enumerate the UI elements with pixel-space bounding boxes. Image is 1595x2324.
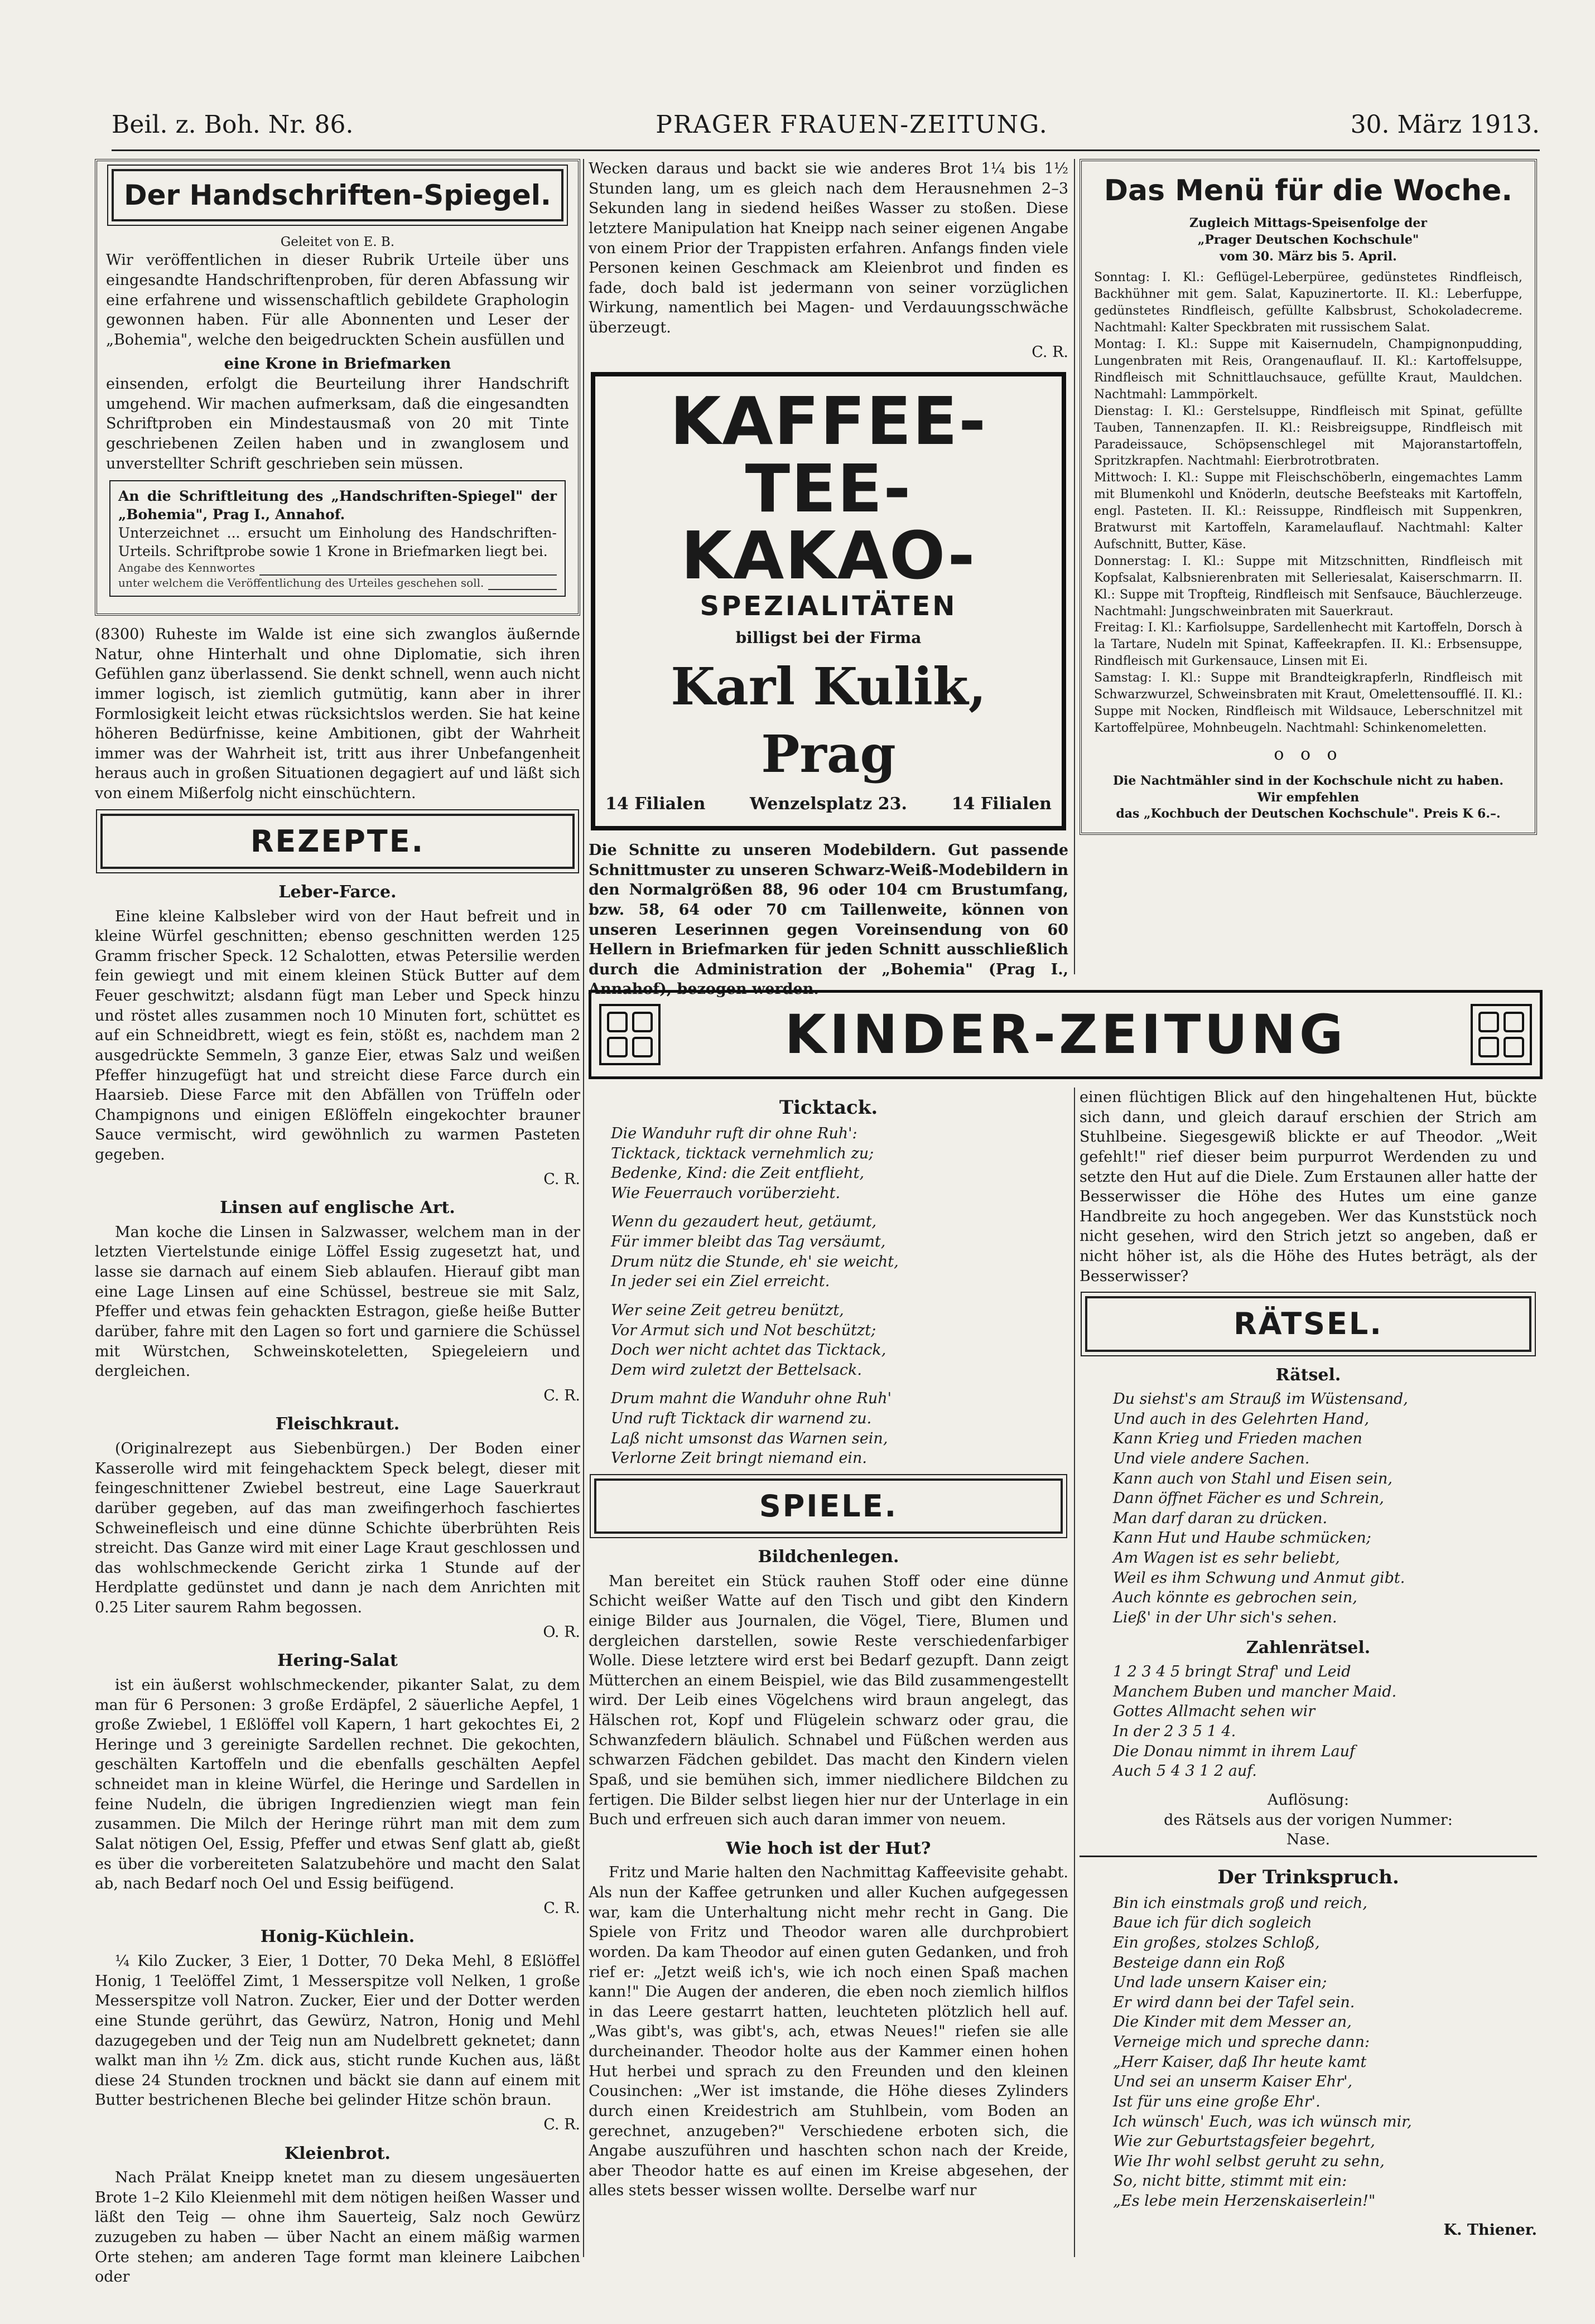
ticktack-stanza: Wenn du gezaudert heut, getäumt, Für immer bleibt das Tag versäumt, Drum nütz die Stunde, eh' sie weicht, In jeder sei ein Ziel erreicht.: [611, 1213, 899, 1291]
header-date: 30. März 1913.: [1350, 110, 1540, 139]
recipe-text: Eine kleine Kalbsleber wird von der Haut befreit und in kleine Würfel geschnitten; ebenso geschnitten werden 125 Gramm frischer Speck. 12 Schalotten, etwas Petersilie werden fein gewiegt und mit einem kleinen Stück Butter auf dem Feuer geschwitzt; alsdann fügt man Leber und Speck hinzu und röstet alles zusammen noch 10 Minuten fort, schüttet es auf ein Schneidbrett, wiegt es fein, stößt es, nachdem man 2 ausgedrückte Semmeln, 3 ganze Eier, etwas Salz und weißen Pfeffer hinzugefügt hat und streicht diese Farce durch ein Haarsieb. Diese Farce mit den Abfällen von Trüffeln oder Champignons und einigen Eßlöffeln eingekochter brauner Sauce vermischt, wird gewöhnlich zu warmen Pasteten gegeben.: [95, 907, 580, 1163]
recipe-4: [95, 1650, 580, 1918]
menu-day: Montag: I. Kl.: Suppe mit Kaisernudeln, Champignonpudding, Lungenbraten mit Reis, Orangenauflauf. II. Kl.: Kartoffelsuppe, Rindfleisch mit Schnittlauchsauce, gefüllte Kraut, Mauldchen. Nachtmahl: Lammpörkelt.: [1094, 337, 1522, 402]
kleienbrot-signature: C. R.: [1032, 343, 1068, 361]
handschriften-krone: eine Krone in Briefmarken: [224, 355, 451, 373]
menu-separator: o o o: [1274, 744, 1343, 764]
recipe-signature: C. R.: [543, 1170, 580, 1188]
recipe-name: Honig-Küchlein.: [260, 1927, 415, 1947]
handschriften-editor: Geleitet von E. B.: [280, 235, 395, 249]
recipe-5: [95, 1926, 580, 2134]
kaffee-advertisement: [591, 372, 1066, 830]
column-left: [95, 159, 580, 2286]
menu-note2: Wir empfehlen: [1257, 790, 1360, 805]
ad-branches-left: 14 Filialen: [605, 794, 706, 814]
ticktack-title: Ticktack.: [779, 1096, 878, 1119]
recipe-name: Kleienbrot.: [285, 2143, 391, 2163]
trinkspruch-title: Der Trinkspruch.: [1217, 1866, 1399, 1888]
trinkspruch-verse: Bin ich einstmals groß und reich, Baue ich für dich sogleich Ein großes, stolzes Schloß, Besteige dann ein Roß Und lade unsern Kaiser ein; Er wird dann bei der Tafel sein. Die Kinder mit dem Messer an, Verneige mich und spreche dann: „Herr Kaiser, daß Ihr heute kamt Und sei an unserm Kaiser Ehr', Ist für uns eine große Ehr'. Ich wünsch' Euch, was ich wünsch mir, Wie zur Geburtstagsfeier begehrt, Wie Ihr wohl selbst geruht zu sehn, So, nicht bitte, stimmt mit ein: „Es lebe mein Herzenskaiserlein!": [1113, 1894, 1412, 2210]
recipe-name: Linsen auf englische Art.: [220, 1198, 455, 1218]
ad-address-row: [605, 793, 1052, 815]
handschriften-reply: (8300) Ruheste im Walde ist eine sich zwanglos äußernde Natur, ohne Hinterhalt und ohne Diplomatie, sich ihren Gefühlen ganz überlassend. Sie denkt schnell, wenn auch nicht immer logisch, ist ziemlich gutmütig, kann aber in ihrer Formlosigkeit leicht etwas rücksichtslos werden. Sie hat keine höheren Bedürfnisse, keine Ambitionen, gibt der Wahrheit immer was der Wahrheit ist, tritt aus ihrer Unbefangenheit heraus auch in großen Situationen degagiert auf und läßt sich von einem Mißerfolg nicht einschüchtern.: [95, 626, 580, 803]
menu-sub1: Zugleich Mittags-Speisenfolge der: [1189, 215, 1427, 230]
kinder-column-middle: [589, 1088, 1068, 2257]
aufloesung-text: des Rätsels aus der vorigen Nummer:: [1164, 1811, 1453, 1829]
menu-section: [1080, 159, 1537, 835]
aufloesung-answer: Nase.: [1286, 1831, 1331, 1849]
handschriften-section: [95, 159, 580, 616]
spiele-title: SPIELE.: [594, 1479, 1063, 1534]
form-text: Unterzeichnet ... ersucht um Einholung des Handschriften-Urteils. Schriftprobe sowie 1 Krone in Briefmarken liegt bei.: [118, 525, 557, 560]
handschriften-title: Der Handschriften-Spiegel.: [112, 169, 563, 221]
menu-day: Dienstag: I. Kl.: Gerstelsuppe, Rindfleisch mit Spinat, gefüllte Tauben, Tannenzapfen. II. Kl.: Reisbreigsuppe, Rindfleisch mit Paradeissauce, Schöpsenschlegel mit Majoranstartoffeln, Spritzkrapfen. Nachtmahl: Eierbrotrotbraten.: [1094, 404, 1522, 468]
form-address: An die Schriftleitung des „Handschriften-Spiegel" der „Bohemia", Prag I., Annahof.: [118, 488, 557, 523]
menu-day: Mittwoch: I. Kl.: Suppe mit Fleischschöberln, eingemachtes Lamm mit Blumenkohl und Knöderln, deutsche Beefsteaks mit Kartoffeln, engl. Pasteten. II. Kl.: Reissuppe, Rindfleisch mit Suppenkren, Bratwurst mit Kartoffeln, Karamelauflauf. Nachtmahl: Kalter Aufschnitt, Butter, Käse.: [1094, 471, 1522, 552]
menu-note1: Die Nachtmähler sind in der Kochschule nicht zu haben.: [1112, 773, 1504, 788]
recipe-name: Leber-Farce.: [278, 882, 397, 902]
recipe-text: (Originalrezept aus Siebenbürgen.) Der Boden einer Kasserolle wird mit feingehacktem Speck belegt, dieser mit feingeschnittener Zwiebel bestreut, eine Lage Sauerkraut darüber gegeben, auf das man zweifingerhoch faschiertes Schweinefleisch und eine dünne Schichte überbrühten Reis streicht. Das Ganze wird mit einer Lage Kraut geschlossen und das wohlschmeckende Gericht zirka 1 Stunde auf der Herdplatte gedünstet und dann je nach dem Anrichten mit 0.25 Liter saurem Rahm begossen.: [95, 1440, 580, 1617]
ad-branches-right: 14 Filialen: [951, 794, 1052, 814]
zahlenraetsel-title: Zahlenrätsel.: [1246, 1637, 1371, 1658]
raetsel1-title: Rätsel.: [1275, 1365, 1341, 1385]
recipe-name: Fleischkraut.: [275, 1414, 400, 1434]
recipe-signature: C. R.: [543, 1386, 580, 1404]
recipe-3: [95, 1413, 580, 1642]
ticktack-stanza: Wer seine Zeit getreu benützt, Vor Armut sich und Not beschützt; Doch wer nicht achtet das Ticktack, Dem wird zuletzt der Bettelsack.: [611, 1301, 886, 1379]
kinder-zeitung-banner: [589, 990, 1543, 1079]
menu-dates: vom 30. März bis 5. April.: [1220, 249, 1397, 264]
recipe-1: [95, 881, 580, 1189]
ad-address: Wenzelsplatz 23.: [750, 794, 907, 814]
hut-text: Fritz und Marie halten den Nachmittag Kaffeevisite gehabt. Als nun der Kaffee getrunken und aller Kuchen aufgegessen war, kam die Unterhaltung nicht mehr recht in Gang. Die Spiele von Fritz und Theodor waren alle durchprobiert worden. Da kam Theodor auf einen guten Gedanken, und froh rief er: „Jetzt weiß ich's, wie ich noch einen Spaß machen kann!" Die Augen der anderen, die eben noch ziemlich hilflos in das Leere gestarrt hatten, leuchteten plötzlich hell auf. „Was gibt's, was gibt's, ach, etwas Neues!" riefen sie alle durcheinander. Theodor holte aus der Kammer einen hohen Hut herbei und sprach zu den Freunden und den kleinen Cousinchen: „Wer ist imstande, die Höhe dieses Zylinders durch einen Kreidestrich am Stuhlbein, vom Boden an gerechnet, anzugeben?" Verschiedene erboten sich, die Angabe auszuführen und haschten schon nach der Kreide, aber Theodor hatte es auf einen im Kreise abgesehen, der alles stets besser wissen wollte. Derselbe warf nur: [589, 1864, 1068, 2200]
trinkspruch-author: K. Thiener.: [1443, 2221, 1537, 2239]
recipe-signature: C. R.: [543, 2116, 580, 2133]
menu-day: Freitag: I. Kl.: Karfiolsuppe, Sardellenhecht mit Kartoffeln, Dorsch à la Tartare, Nudeln mit Spinat, Kaffeekrapfen. II. Kl.: Erbsensuppe, Rindfleisch mit Gurkensauce, Linsen mit Ei.: [1094, 621, 1522, 669]
ad-line-kaffee: KAFFEE-: [669, 383, 987, 460]
ticktack-stanza: Drum mahnt die Wanduhr ohne Ruh' Und ruft Ticktack dir warnend zu. Laß nicht umsonst das Warnen sein, Verlorne Zeit bringt niemand ein.: [611, 1390, 892, 1467]
column-right-top: [1080, 159, 1537, 974]
bildchenlegen-title: Bildchenlegen.: [758, 1547, 899, 1567]
form-line-note: unter welchem die Veröffentlichung des Urteiles geschehen soll.: [118, 576, 557, 590]
page-header: [112, 105, 1540, 151]
zahlenraetsel-verse: 1 2 3 4 5 bringt Straf' und Leid Manchem Buben und mancher Maid. Gottes Allmacht sehen wir In der 2 3 5 1 4. Die Donau nimmt in ihrem Lauf Auch 5 4 3 1 2 auf.: [1113, 1663, 1397, 1780]
ornament-left-icon: [599, 1004, 661, 1065]
recipe-signature: C. R.: [543, 1899, 580, 1917]
menu-day: Sonntag: I. Kl.: Geflügel-Leberpüree, gedünstetes Rindfleisch, Backhühner mit gem. Salat, Kapuzinertorte. II. Kl.: Leberfuppe, gedünstetes Rindfleisch, gefüllte Kalbsbrust, Schokoladecreme. Nachtmahl: Kalter Speckbraten mit russischem Salat.: [1094, 270, 1522, 335]
recipe-2: [95, 1197, 580, 1405]
form-line-kennwort: Angabe des Kennwortes: [118, 561, 557, 575]
recipe-6: [95, 2143, 580, 2287]
menu-note3: das „Kochbuch der Deutschen Kochschule". Preis K 6.–.: [1116, 806, 1501, 822]
menu-sub2: „Prager Deutschen Kochschule": [1197, 232, 1419, 247]
hut-text-continued: einen flüchtigen Blick auf den hingehaltenen Hut, bückte sich dann, und gleich darauf erschien der Strich am Stuhlbeine. Siegesgewiß blickte er auf Theodor. „Weit gefehlt!" rief dieser beim purpurrot Werdenden zu und setzte den Hut auf die Diele. Zum Erstaunen aller hatte der Besserwisser die Höhe des Hutes um eine ganze Handbreite zu hoch angegeben. Wer das Kunststück noch nicht gesehen, wird den Strich jetzt so angeben, daß er nicht höher ist, als die Höhe des Hutes beträgt, als der Besserwisser?: [1080, 1089, 1537, 1285]
ornament-right-icon: [1471, 1004, 1532, 1065]
ad-line-kakao: KAKAO-: [681, 516, 976, 594]
menu-title: Das Menü für die Woche.: [1104, 174, 1513, 207]
menu-day: Donnerstag: I. Kl.: Suppe mit Mitzschnitten, Rindfleisch mit Kopfsalat, Kalbsnierenbraten mit Selleriesalat, Kaiserschmarrn. II. Kl.: Suppe mit Tropfteig, Rindfleisch mit Senfsauce, Bäuchlerzeuge. Nachtmahl: Jungschweinbraten mit Sauerkraut.: [1094, 554, 1522, 619]
raetsel1-verse: Du siehst's am Strauß im Wüstensand, Und auch in des Gelehrten Hand, Kann Krieg und Frieden machen Und viele andere Sachen. Kann auch von Stahl und Eisen sein, Dann öffnet Fächer es und Schrein, Man darf daran zu drücken. Kann Hut und Haube schmücken; Am Wagen ist es sehr beliebt, Weil es ihm Schwung und Anmut gibt. Auch könnte es gebrochen sein, Ließ' in der Uhr sich's sehen.: [1113, 1390, 1408, 1626]
recipe-text: Man koche die Linsen in Salzwasser, welchem man in der letzten Viertelstunde einige Löffel Essig zugesetzt hat, und lasse sie darnach auf einem Sieb ablaufen. Hierauf gibt man eine Lage Linsen auf eine Schüssel, bestreue sie mit Salz, Pfeffer und etwas fein gehackten Estragon, gieße heiße Butter darüber, fahre mit den Lagen so fort und garniere die Schüssel mit Würstchen, Schweinskoteletten, Spiegeleiern und dergleichen.: [95, 1223, 580, 1380]
recipe-text: Nach Prälat Kneipp knetet man zu diesem ungesäuerten Brote 1–2 Kilo Kleienmehl mit dem nötigen heißen Wasser und läßt den Teig — ohne ihm Sauerteig, Salz noch Gewürz zuzugeben zu haben — über Nacht an einem mäßig warmen Orte stehen; am anderen Tage formt man kleinere Laibchen oder: [95, 2169, 580, 2286]
column-rule-2: [1074, 159, 1075, 974]
handschriften-form: [109, 480, 566, 597]
ad-line-tee: TEE-: [745, 450, 912, 527]
kleienbrot-continued: Wecken daraus und backt sie wie anderes Brot 1¼ bis 1½ Stunden lang, um es gleich nach dem Herausnehmen 2–3 Sekunden lang in siedend heißes Wasser zu stoßen. Diese letztere Manipulation hat Kneipp nach seiner eigenen Angabe von einem Prior der Trappisten erfahren. Anfangs finden viele Personen keinen Geschmack am Kleienbrot und finden es fade, doch bald ist jedermann von seiner vorzüglichen Wirkung, namentlich bei Magen- und Verdauungsschwäche überzeugt.: [589, 160, 1068, 336]
raetsel-title: RÄTSEL.: [1085, 1296, 1531, 1351]
rezepte-title: REZEPTE.: [100, 814, 575, 869]
recipe-text: ist ein äußerst wohlschmeckender, pikanter Salat, zu dem man für 6 Personen: 3 große Erdäpfel, 2 säuerliche Aepfel, 1 große Zwiebel, 1 Eßlöffel voll Kapern, 1 hart gekochtes Ei, 2 Heringe und 3 gereinigte Sardellen rechnet. Die gekochten, geschälten Kartoffeln und die ebenfalls geschälten Aepfel schneidet man in kleine Würfel, die Heringe und Sardellen in feine Nudeln, die übrigen Ingredienzien wiegt man fein zusammen. Die Milch der Heringe rührt man mit dem zum Salat nötigen Oel, Essig, Pfeffer und etwas Senf glatt ab, gießt es über die vorbereiteten Salatzubehöre und macht den Salat ab, nach Bedarf noch Oel und Essig beifügend.: [95, 1676, 580, 1893]
recipe-name: Hering-Salat: [277, 1651, 398, 1671]
column-rule-1: [583, 159, 584, 2257]
hut-title: Wie hoch ist der Hut?: [726, 1838, 931, 1858]
handschriften-intro2: einsenden, erfolgt die Beurteilung ihrer Handschrift umgehend. Wir machen aufmerksam, daß die eingesandten Schriftproben ein Mindestausmaß von 20 mit Tinte geschriebenen Zeilen haben und in zwanglosem und unverstellter Schrift geschrieben sein müssen.: [106, 375, 569, 472]
schnitte-notice: Die Schnitte zu unseren Modebildern. Gut passende Schnittmuster zu unseren Schwarz-Weiß-Modebildern in den Normalgrößen 88, 96 oder 104 cm Brustumfang, bzw. 58, 64 oder 70 cm Taillenweite, können von unseren Leserinnen gegen Voreinsendung von 60 Hellern in Briefmarken für jeden Schnitt ausschließlich durch die Administration der „Bohemia" (Prag I., Annahof), bezogen werden.: [589, 842, 1068, 998]
menu-day: Samstag: I. Kl.: Suppe mit Brandteigkrapferln, Rindfleisch mit Schwarzwurzel, Schweinsbraten mit Kraut, Omelettensoufflé. II. Kl.: Suppe mit Nocken, Rindfleisch mit Wildsauce, Leberschnitzel mit Kartoffelpüree, Mohnbeugeln. Nachtmahl: Schinkenomeletten.: [1094, 671, 1522, 735]
header-title: PRAGER FRAUEN-ZEITUNG.: [656, 110, 1048, 139]
column-rule-3: [1074, 1088, 1075, 2257]
ad-billig: billigst bei der Firma: [735, 628, 922, 647]
column-middle-top: [589, 159, 1068, 998]
ticktack-stanza: Die Wanduhr ruft dir ohne Ruh': Ticktack, ticktack vernehmlich zu; Bedenke, Kind: die Zeit entflieht, Wie Feuerrauch vorüberzieht.: [611, 1124, 874, 1202]
ad-company: Karl Kulik, Prag: [671, 656, 986, 785]
bildchenlegen-text: Man bereitet ein Stück rauhen Stoff oder eine dünne Schicht weißer Watte auf den Tisch und gibt den Kindern einige Bilder aus Journalen, die Vögel, Tiere, Blumen und dergleichen darstellen, sowie Reste verschiedenfarbiger Wolle. Diese letztere wird erst bei Bedarf gezupft. Dann zeigt Mütterchen an einem Beispiel, wie das Bild zusammengestellt wird. Der Leib eines Vögelchens wird braun angelegt, das Hälschen rot, Kopf und Flügelein schwarz oder grau, die Schwanzfedern bläulich. Schnabel und Füßchen werden aus schwarzen Fädchen gebildet. Das macht den Kindern vielen Spaß, und sie bemühen sich, immer niedlichere Bildchen zu fertigen. Die Bilder selbst liegen hier nur der Unterlage in ein Buch und erfreuen sich auch daran immer von neuem.: [589, 1572, 1068, 1829]
header-left: Beil. z. Boh. Nr. 86.: [112, 110, 354, 139]
kinder-column-right: [1080, 1088, 1537, 2257]
aufloesung-label: Auflösung:: [1267, 1791, 1350, 1809]
recipe-signature: O. R.: [543, 1623, 580, 1641]
divider: [1080, 1856, 1537, 1857]
kinder-zeitung-title: KINDER-ZEITUNG: [784, 1003, 1347, 1066]
handschriften-intro: Wir veröffentlichen in dieser Rubrik Urteile über uns eingesandte Handschriftenproben, für deren Abfassung wir eine erfahrene und wissenschaftlich gebildete Graphologin gewonnen haben. Für alle Abonnenten und Leser der „Bohemia", welche den beigedruckten Schein ausfüllen und: [106, 252, 569, 349]
recipe-text: ¼ Kilo Zucker, 3 Eier, 1 Dotter, 70 Deka Mehl, 8 Eßlöffel Honig, 1 Teelöffel Zimt, 1 Messerspitze voll Nelken, 1 große Messerspitze voll Natron. Zucker, Eier und der Dotter werden eine Stunde gerührt, das Gewürz, Natron, Honig und Mehl dazugegeben und der Teig nun am Nudelbrett geknetet; dann walkt man ihn ½ Zm. dick aus, sticht runde Kuchen aus, läßt diese 24 Stunden trocknen und bäckt sie dann auf einem mit Butter bestrichenen Bleche bei gelinder Hitze schön braun.: [95, 1953, 580, 2109]
ad-specialties: SPEZIALITÄTEN: [700, 591, 957, 622]
